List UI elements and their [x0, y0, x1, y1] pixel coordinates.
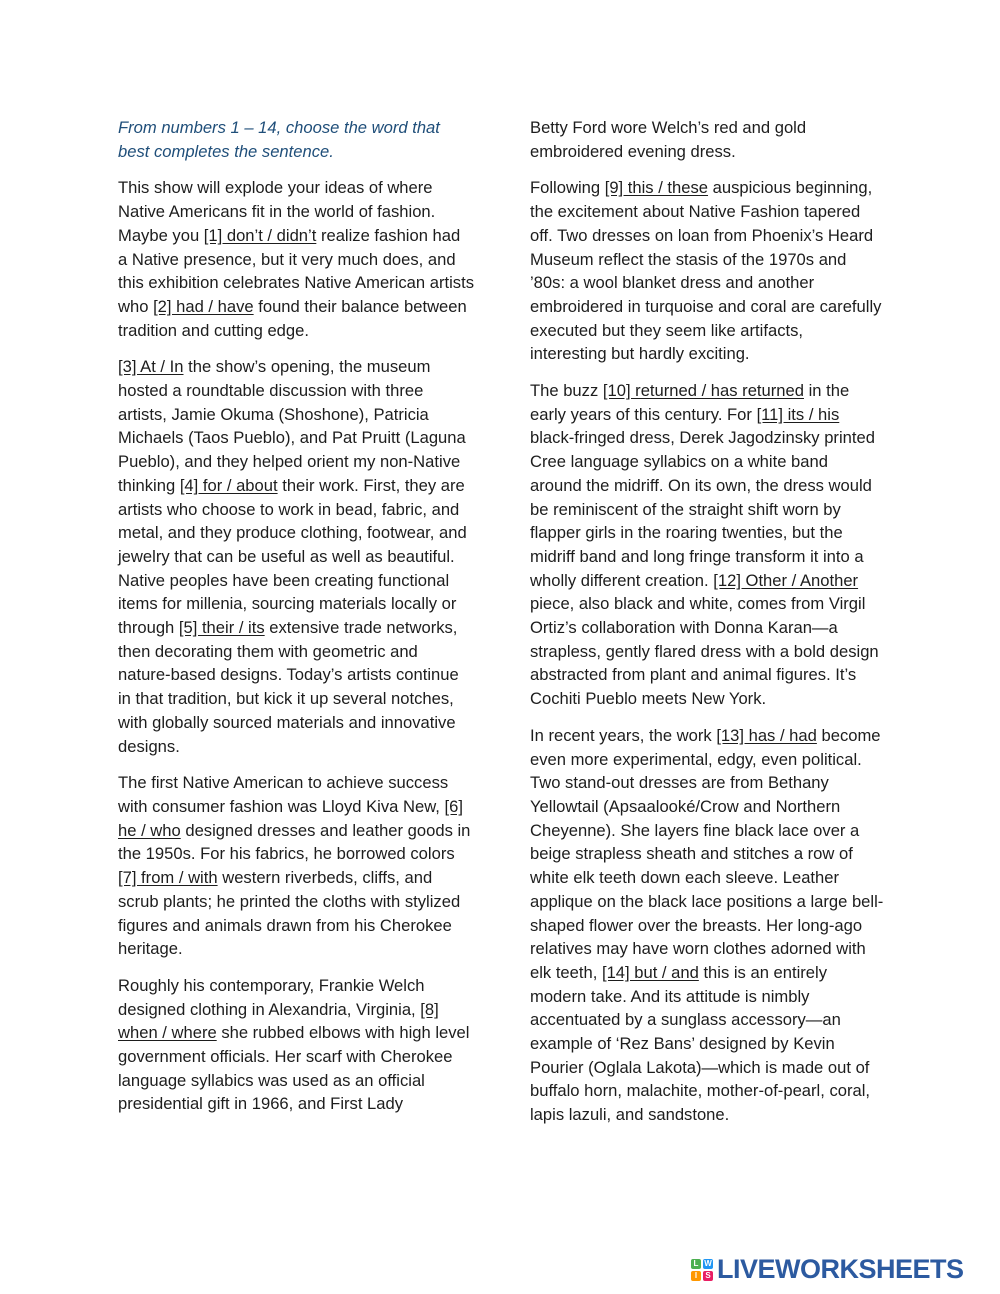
- paragraph: [530, 176, 884, 366]
- paragraph-text: Following: [530, 178, 605, 198]
- instruction-text: From numbers 1 – 14, choose the word that best completes the sentence.: [118, 118, 440, 161]
- answer-blank[interactable]: [10] returned / has returned: [602, 381, 804, 401]
- answer-blank[interactable]: [9] this / these: [604, 178, 709, 198]
- logo-cubes-icon: [691, 1259, 713, 1281]
- paragraph-text: found their balance between tradition and cutting edge.: [118, 296, 467, 340]
- paragraph-text: designed dresses and leather goods in the 1950s. For his fabrics, he borrowed colors: [118, 820, 471, 864]
- paragraph-text: black-fringed dress, Derek Jagodzinsky printed Cree language syllabics on a white band around the midriff. On its own, the dress would be reminiscent of the straight shift worn by flapper girls in the roaring twenties, but the midriff band and long fringe transform it into a wholly different creation.: [530, 428, 875, 590]
- logo-cube: L: [691, 1259, 701, 1269]
- paragraph-text: Roughly his contemporary, Frankie Welch designed clothing in Alexandria, Virginia,: [118, 975, 425, 1019]
- paragraph: [118, 176, 474, 342]
- answer-blank[interactable]: [14] but / and: [601, 962, 699, 982]
- answer-blank[interactable]: [5] their / its: [178, 618, 265, 638]
- paragraph: [118, 355, 474, 758]
- paragraph-text: this is an entirely modern take. And its attitude is nimbly accentuated by a sunglass accessory—an example of ‘Rez Bans’ designed by Kevin Pourier (Oglala Lakota)—which is made out of buffalo horn, malachite, mother-of-pearl, coral, lapis lazuli, and sandstone.: [530, 962, 871, 1125]
- logo-cube: W: [704, 1258, 712, 1268]
- paragraph: [530, 116, 884, 163]
- paragraph-text: become even more experimental, edgy, even political. Two stand-out dresses are from Bethany Yellowtail (Apsaalooké/Crow and Northern Cheyenne). She layers fine black lace over a beige strapless sheath and stitches a row of white elk teeth down each sleeve. Leather applique on the black lace positions a large bell-shaped flower over the breasts. Her long-ago relatives may have worn clothes adorned with elk teeth,: [530, 725, 884, 982]
- paragraph-text: This show will explode your ideas of where Native Americans fit in the world of fashion. Maybe you: [118, 178, 436, 245]
- answer-blank[interactable]: [12] Other / Another: [713, 570, 859, 590]
- liveworksheets-logo: [691, 1254, 964, 1285]
- answer-blank[interactable]: [8] when / where: [118, 999, 439, 1043]
- answer-blank[interactable]: [1] don’t / didn’t: [203, 225, 317, 245]
- paragraph: [118, 771, 474, 961]
- paragraph-text: she rubbed elbows with high level government officials. Her scarf with Cherokee language syllabics was used as an official presidential gift in 1966, and First Lady: [118, 1023, 470, 1114]
- paragraph-text: The first Native American to achieve success with consumer fashion was Lloyd Kiva New,: [118, 773, 449, 816]
- answer-blank[interactable]: [4] for / about: [179, 475, 278, 495]
- right-column: [530, 116, 884, 1140]
- left-column: [118, 116, 474, 1129]
- answer-blank[interactable]: [13] has / had: [716, 725, 817, 745]
- answer-blank[interactable]: [11] its / his: [756, 404, 840, 424]
- paragraph-text: piece, also black and white, comes from Virgil Ortiz’s collaboration with Donna Karan—a strapless, gently flared dress with a bold design abstracted from plant and animal figures. It’s Cochiti Pueblo meets New York.: [530, 594, 879, 709]
- answer-blank[interactable]: [3] At / In: [118, 357, 184, 377]
- paragraph-text: western riverbeds, cliffs, and scrub plants; he printed the cloths with stylized figures and animals drawn from his Cherokee heritage.: [118, 868, 461, 959]
- paragraph: [530, 724, 884, 1127]
- paragraph-text: Betty Ford wore Welch’s red and gold embroidered evening dress.: [530, 118, 807, 161]
- paragraph: [530, 379, 884, 711]
- paragraph-text: in the early years of this century. For: [530, 381, 850, 424]
- paragraph-text: In recent years, the work: [530, 725, 717, 745]
- paragraph: [118, 974, 474, 1116]
- answer-blank[interactable]: [2] had / have: [153, 296, 254, 316]
- paragraph-text: auspicious beginning, the excitement about Native Fashion tapered off. Two dresses on loan from Phoenix’s Heard Museum reflect the stasis of the 1970s and ’80s: a wool blanket dress and another embroidered in turquoise and coral are carefully executed but they seem like artifacts, interesting but hardly exciting.: [530, 178, 882, 364]
- logo-cube: S: [703, 1271, 713, 1281]
- paragraph-text: The buzz: [530, 381, 603, 401]
- logo-text: LIVEWORKSHEETS: [717, 1254, 964, 1284]
- logo-cube: I: [691, 1271, 701, 1281]
- answer-blank[interactable]: [6] he / who: [118, 796, 463, 840]
- paragraph-text: extensive trade networks, then decorating them with geometric and nature-based designs. Today’s artists continue in that tradition, but kick it up several notches, with globally sourced materials and innovative designs.: [118, 618, 459, 756]
- paragraph-text: their work. First, they are artists who choose to work in bead, fabric, and metal, and they produce clothing, footwear, and jewelry that can be useful as well as beautiful. Native peoples have been creating functional items for millenia, sourcing materials locally or through: [118, 475, 467, 638]
- answer-blank[interactable]: [7] from / with: [118, 868, 218, 888]
- paragraph-text: realize fashion had a Native presence, but it very much does, and this exhibition celebrates Native American artists who: [118, 225, 475, 316]
- paragraph-text: the show’s opening, the museum hosted a roundtable discussion with three artists, Jamie Okuma (Shoshone), Patricia Michaels (Taos Pueblo), and Pat Pruitt (Laguna Pueblo), and they helped orient my non-Native thinking: [118, 357, 466, 495]
